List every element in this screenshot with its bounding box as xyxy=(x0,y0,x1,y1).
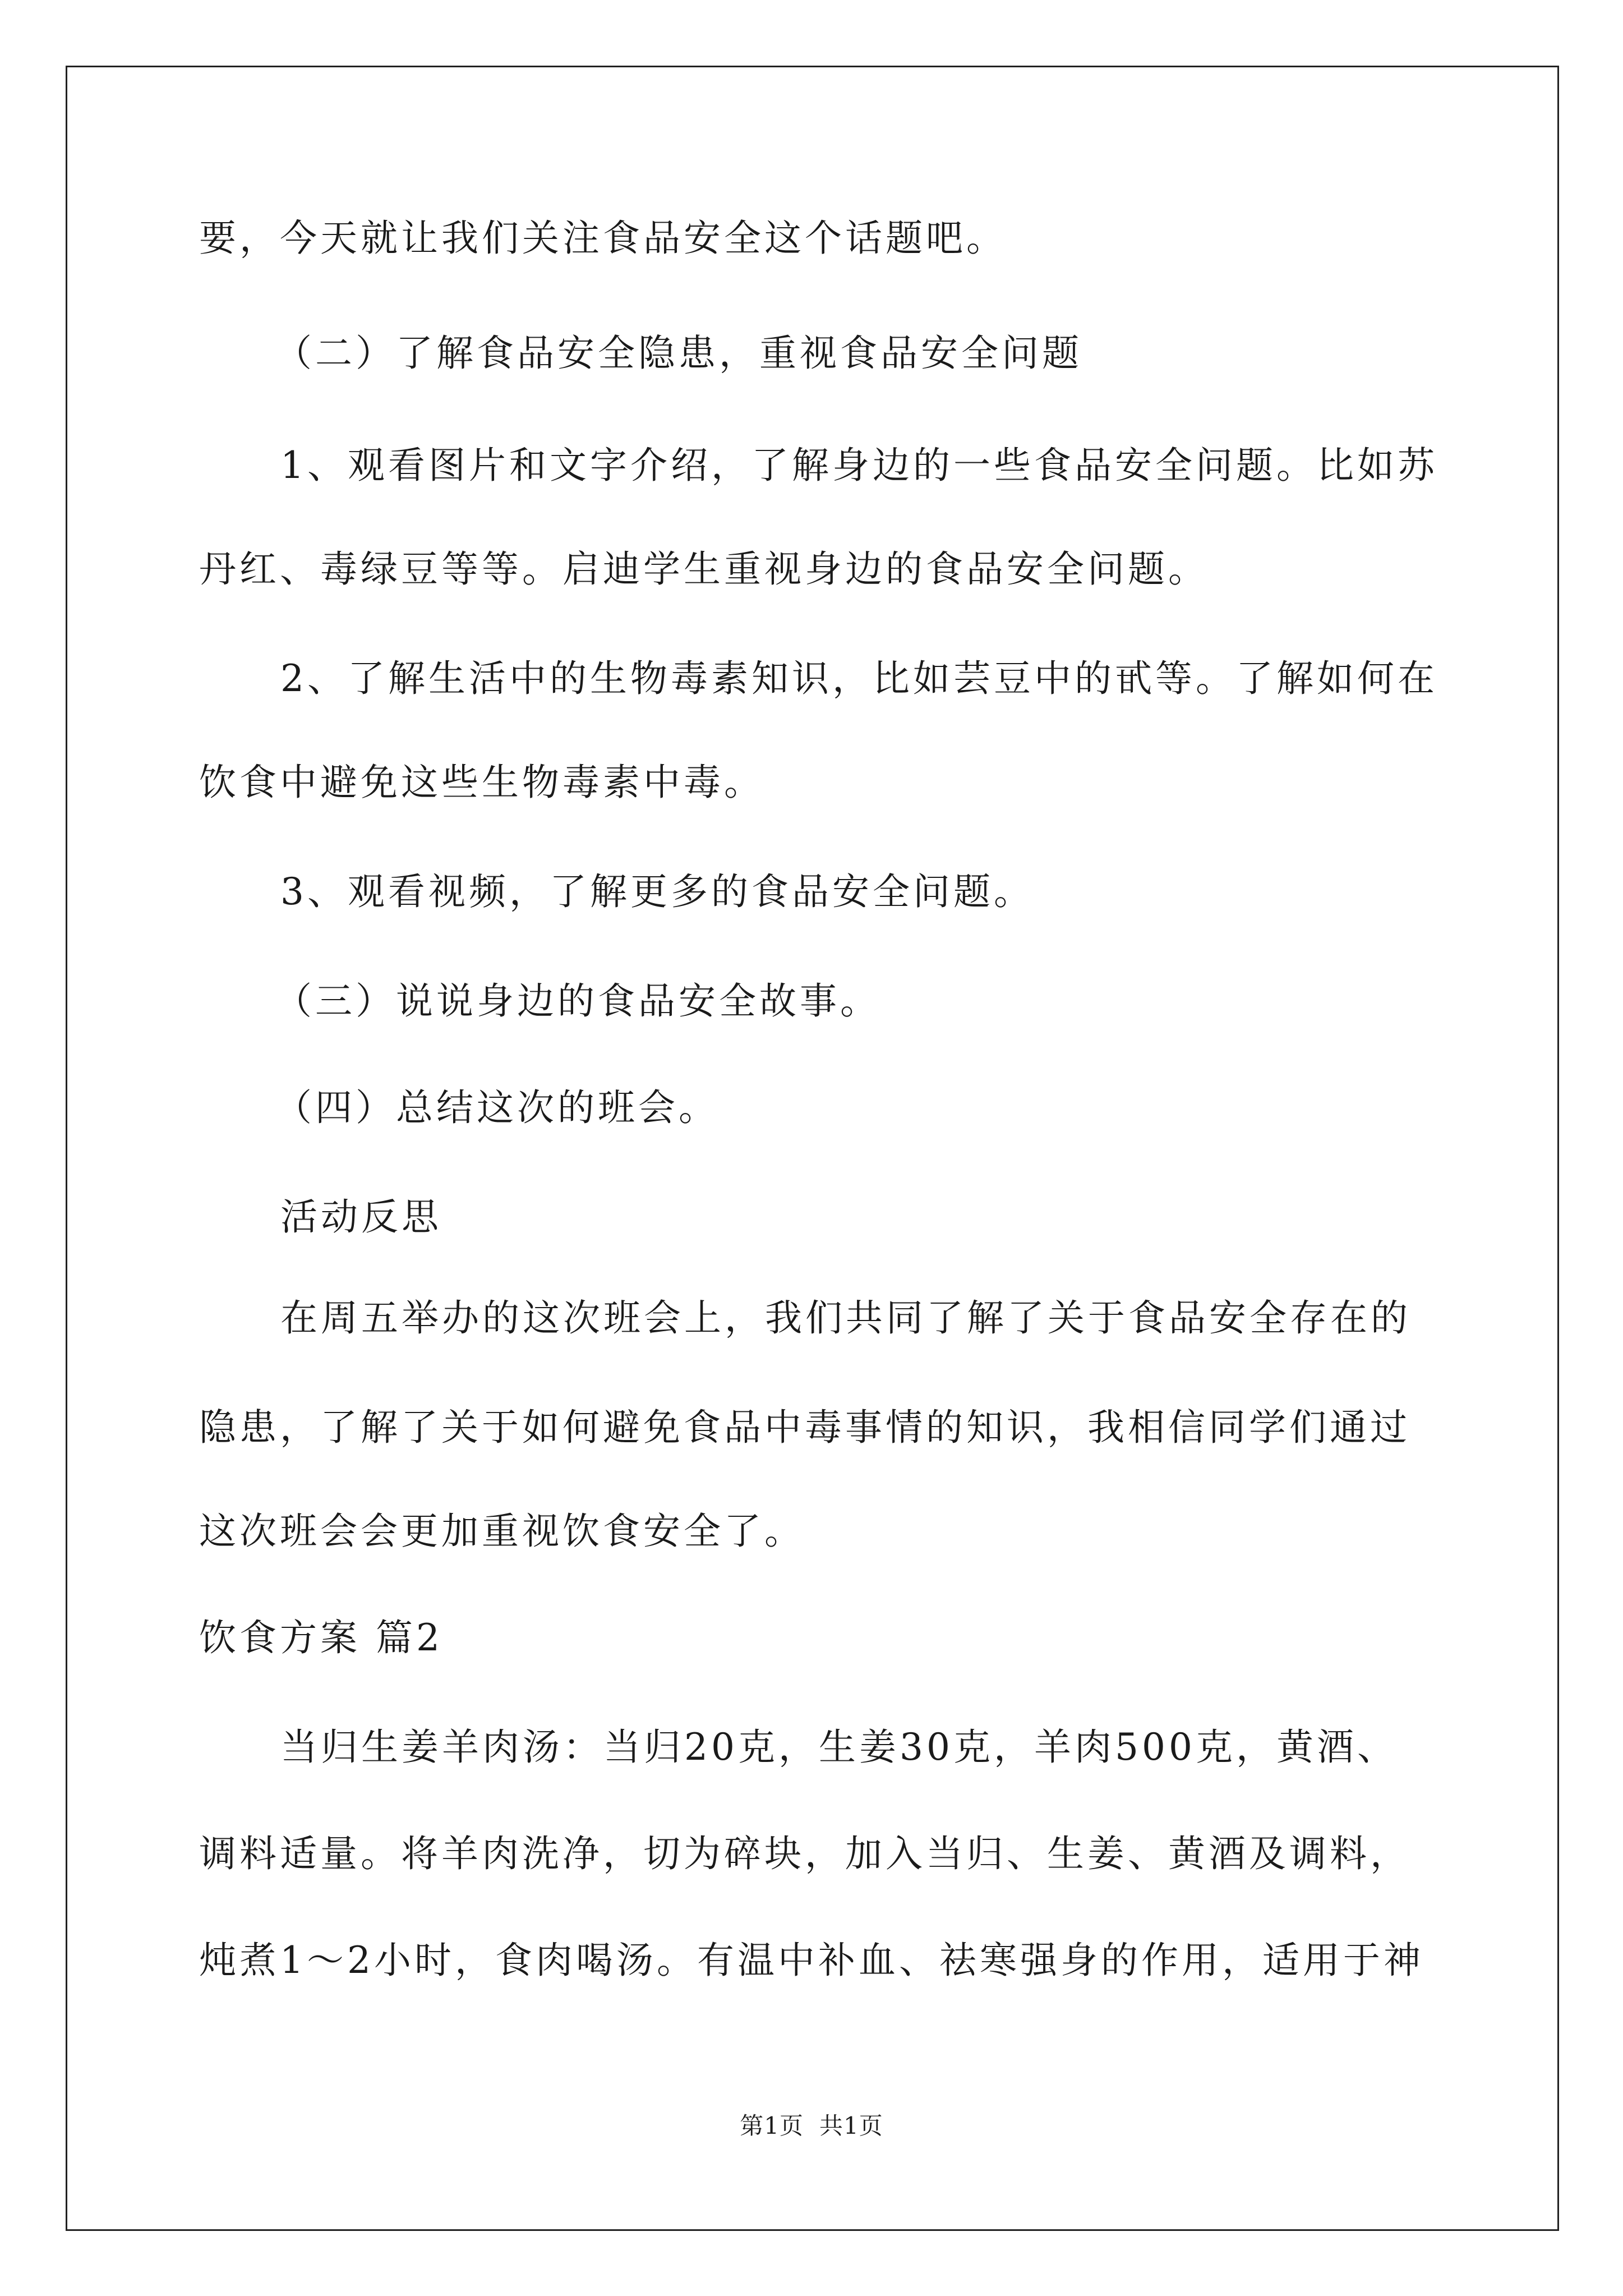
body-line: 3、观看视频，了解更多的食品安全问题。 xyxy=(280,870,1034,913)
section-heading: （二）了解食品安全隐患，重视食品安全问题 xyxy=(275,332,1082,375)
body-line: 在周五举办的这次班会上，我们共同了解了关于食品安全存在的 xyxy=(280,1296,1411,1340)
body-line: 这次班会会更加重视饮食安全了。 xyxy=(199,1510,805,1553)
section-heading: 活动反思 xyxy=(280,1195,442,1239)
page-footer xyxy=(0,2112,1623,2140)
section-heading: （三）说说身边的食品安全故事。 xyxy=(275,979,880,1023)
document-heading: 饮食方案 篇2 xyxy=(199,1616,443,1659)
body-line: 调料适量。将羊肉洗净，切为碎块，加入当归、生姜、黄酒及调料， xyxy=(199,1832,1410,1875)
body-line: 丹红、毒绿豆等等。启迪学生重视身边的食品安全问题。 xyxy=(199,547,1209,591)
body-line: 要，今天就让我们关注食品安全这个话题吧。 xyxy=(199,217,1007,260)
body-line: 当归生姜羊肉汤：当归20克，生姜30克，羊肉500克，黄酒、 xyxy=(280,1726,1398,1769)
page-border xyxy=(66,66,1559,2231)
body-line: 1、观看图片和文字介绍，了解身边的一些食品安全问题。比如苏 xyxy=(280,444,1438,487)
body-line: 2、了解生活中的生物毒素知识，比如芸豆中的甙等。了解如何在 xyxy=(280,657,1438,700)
section-heading: （四）总结这次的班会。 xyxy=(275,1086,719,1129)
page-number: 第1页 xyxy=(740,2112,804,2139)
page-total: 共1页 xyxy=(819,2112,883,2139)
body-line: 炖煮1～2小时，食肉喝汤。有温中补血、祛寒强身的作用，适用于神 xyxy=(199,1939,1424,1982)
body-line: 饮食中避免这些生物毒素中毒。 xyxy=(199,761,764,804)
body-line: 隐患，了解了关于如何避免食品中毒事情的知识，我相信同学们通过 xyxy=(199,1406,1410,1449)
